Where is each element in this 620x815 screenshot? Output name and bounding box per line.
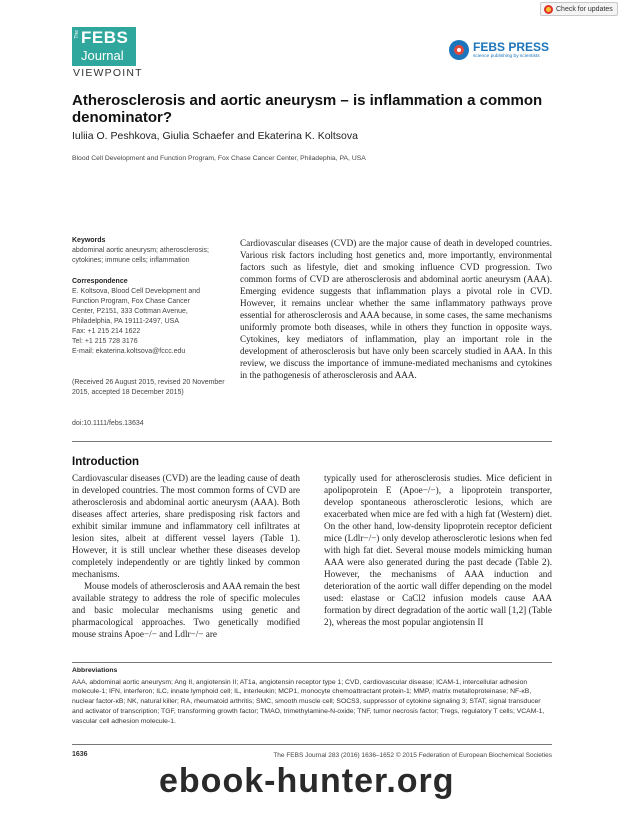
correspondence-tel: Tel: +1 215 728 3176 <box>72 338 138 345</box>
body-column-left <box>72 472 300 640</box>
footer-citation: The FEBS Journal 283 (2016) 1636–1652 © 2015 Federation of European Biochemical Societies <box>273 752 552 759</box>
correspondence-line: Philadelphia, PA 19111-2497, USA <box>72 318 180 325</box>
section-label: VIEWPOINT <box>73 67 143 79</box>
received-dates: (Received 26 August 2015, revised 20 November 2015, accepted 18 December 2015) <box>72 379 225 396</box>
logo-journal: Journal <box>81 48 124 63</box>
divider <box>72 441 552 442</box>
paragraph: Mouse models of atherosclerosis and AAA remain the best available strategy to address the role of specific molecules and basic molecular mechanisms using genetic and pharmacological approaches. Two genetically modified mouse strains Apoe−/− and Ldlr−/− are <box>72 581 300 639</box>
febs-press-logo <box>449 38 559 62</box>
abstract: Cardiovascular diseases (CVD) are the major cause of death in developed countries. Various risk factors including host genetics and, more importantly, environmental factors such as lifestyle, diet and smoking influence CVD progression. Two common forms of CVD are atherosclerosis and abdominal aortic aneurysm (AAA). Emerging evidence suggests that inflammation plays a pivotal role in CVD. However, it remains unclear whether the same inflammatory pathways prove essential for atherosclerosis and AAA because, in some cases, the same mechanisms uniformly promote both diseases, while in others they function in opposite ways. Cytokines, key mediators of inflammation, play an important role in the development of atherosclerosis but have only been scarcely studied in AAA. In this review, we discuss the importance of immune-mediated mechanisms and cytokines in the pathogenesis of atherosclerosis and AAA. <box>240 238 552 380</box>
logo-febs: FEBS <box>81 28 129 47</box>
correspondence-line: E. Koltsova, Blood Cell Development and <box>72 288 201 295</box>
introduction-heading: Introduction <box>72 456 140 468</box>
author-affiliation: Blood Cell Development and Function Program, Fox Chase Cancer Center, Philadephia, PA, USA <box>72 155 366 162</box>
divider <box>72 744 552 745</box>
febs-press-emblem-icon <box>449 40 469 60</box>
logo-the: The <box>74 30 80 39</box>
febs-journal-logo <box>72 27 136 66</box>
doi-link[interactable]: doi:10.1111/febs.13634 <box>72 420 144 427</box>
correspondence-fax: Fax: +1 215 214 1622 <box>72 328 141 335</box>
press-name: FEBS PRESS <box>473 40 550 54</box>
body-column-right <box>324 472 552 628</box>
press-tagline: science publishing by scientists <box>473 54 540 59</box>
correspondence-heading: Correspondence <box>72 278 128 285</box>
abbreviations-text: AAA, abdominal aortic aneurysm; Ang II, angiotensin II; AT1a, angiotensin receptor type 1; CVD, cardiovascular disease; ICAM-1, intercellular adhesion molecule-1; IFN, interferon; ILC, innate lymphoid cell; IL, interleukin; MCP1, monocyte chemoattractant protein-1; MMP, matrix metalloproteinase; NF-κB, nuclear factor-κB; NK, natural killer; RA, rheumatoid arthritis; SMC, smooth muscle cell; SOCS3, suppressor of cytokine signaling 3; STAT, signal transducer and activator of transcription; TGF, transforming growth factor; TMAO, trimethylamine-N-oxide; TNF, tumor necrosis factor; Tregs, regulatory T cells; VCAM-1, vascular cell adhesion molecule-1. <box>72 678 545 725</box>
keywords-heading: Keywords <box>72 237 106 244</box>
correspondence-line: Center, P2151, 333 Cottman Avenue, <box>72 308 188 315</box>
check-for-updates-button[interactable] <box>540 2 618 16</box>
abbreviations-block <box>72 666 552 726</box>
correspondence-email: E-mail: ekaterina.koltsova@fccc.edu <box>72 348 186 355</box>
article-authors: Iuliia O. Peshkova, Giulia Schaefer and Ekaterina K. Koltsova <box>72 130 358 142</box>
correspondence-line: Function Program, Fox Chase Cancer <box>72 298 190 305</box>
abbreviations-heading: Abbreviations <box>72 667 118 674</box>
article-title: Atherosclerosis and aortic aneurysm – is inflammation a common denominator? <box>72 92 543 126</box>
keywords-text: abdominal aortic aneurysm; atherosclerosis; cytokines; immune cells; inflammation <box>72 247 209 264</box>
page-number: 1636 <box>72 751 88 758</box>
divider <box>72 662 552 663</box>
crossmark-icon <box>544 5 553 14</box>
paragraph: typically used for atherosclerosis studies. Mice deficient in apolipoprotein E (Apoe−/−), a lipoprotein transporter, develop spontaneous atherosclerotic lesions, which are exacerbated when mice are fed with a high fat (Western) diet. On the other hand, low-density lipoprotein receptor deficient mice (Ldlr−/−) only develop atherosclerotic lesions when fed with high fat diet. Several mouse models mimicking human AAA were also generated during the past decade (Table 2). However, the mechanisms of AAA induction and deterioration of the aortic wall differ depending on the model used: elastase or CaCl2 infusion models cause AAA formation by direct degradation of the aortic wall [1,2] (Table 2), whereas the most popular angiotensin II <box>324 473 552 627</box>
correspondence-block <box>72 277 232 357</box>
keywords-block <box>72 236 232 266</box>
watermark-text: ebook-hunter.org <box>159 762 455 800</box>
check-for-updates-label: Check for updates <box>556 5 613 13</box>
paragraph: Cardiovascular diseases (CVD) are the leading cause of death in developed countries. The most common forms of CVD are atherosclerosis and abdominal aortic aneurysm (AAA). Both diseases affect arteries, share predisposing risk factors and exhibit similar immune and inflammatory cell infiltrates at lesion sites, albeit at different vessel layers (Table 1). However, it is still unclear whether these diseases develop completely independently or are tightly linked by common mechanisms. <box>72 473 300 579</box>
